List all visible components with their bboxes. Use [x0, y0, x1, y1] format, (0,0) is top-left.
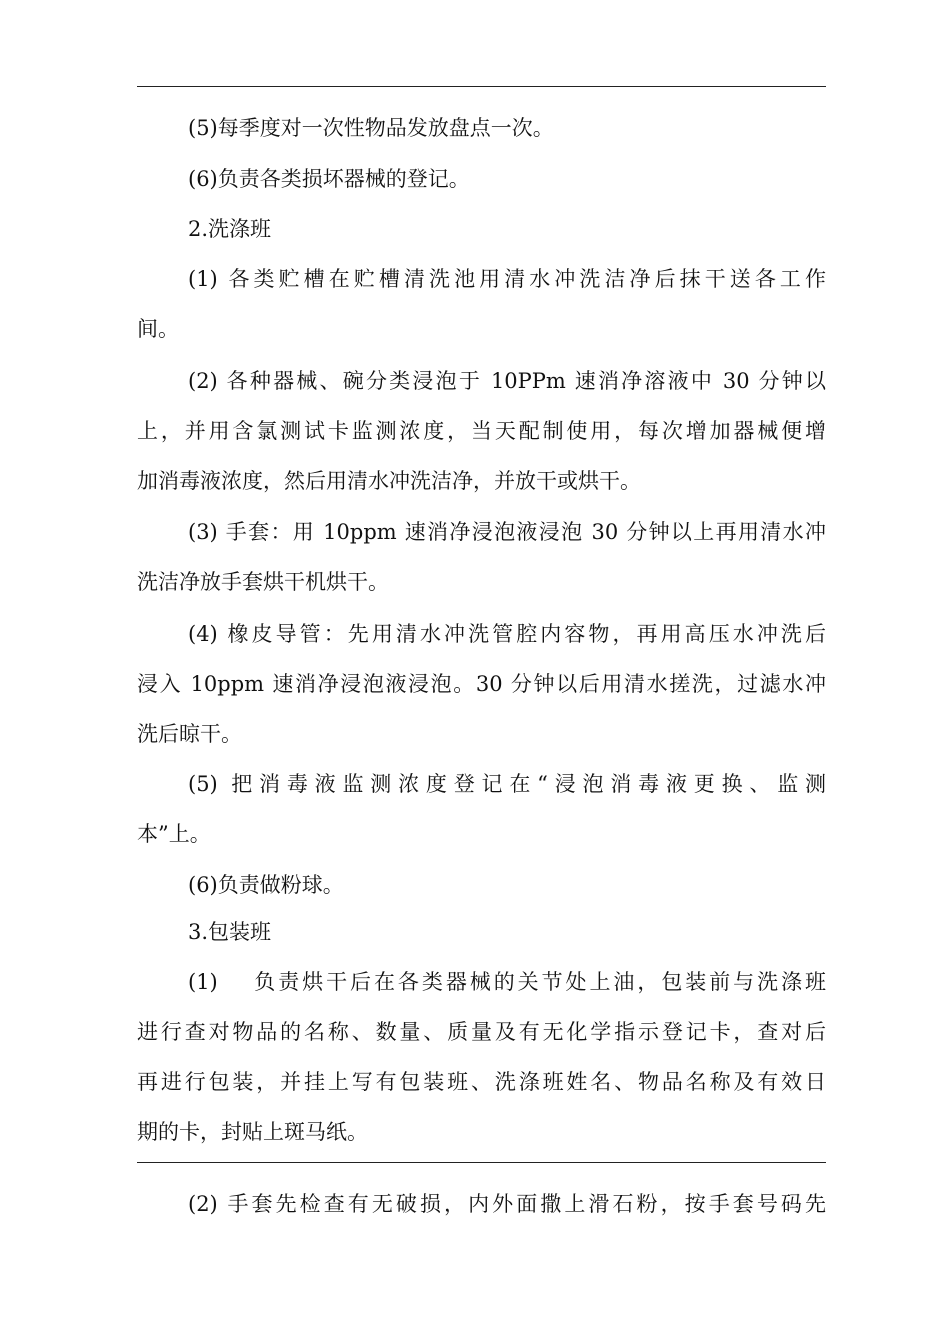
paragraph-line: (6)负责各类损坏器械的登记。 [188, 167, 470, 191]
paragraph-line: (2) 手套先检查有无破损，内外面撒上滑石粉，按手套号码先 [188, 1192, 826, 1216]
paragraph-line: (6)负责做粉球。 [188, 873, 344, 897]
paragraph-line: (2) 各种器械、碗分类浸泡于 10PPm 速消净溶液中 30 分钟以 [188, 369, 826, 393]
paragraph-line: 加消毒液浓度，然后用清水冲洗洁净，并放干或烘干。 [137, 469, 641, 493]
paragraph-line: (5) 把消毒液监测浓度登记在“浸泡消毒液更换、监测 [188, 772, 826, 796]
paragraph-line: (3) 手套：用 10ppm 速消净浸泡液浸泡 30 分钟以上再用清水冲 [188, 520, 826, 544]
paragraph-line: 进行查对物品的名称、数量、质量及有无化学指示登记卡，查对后 [137, 1020, 826, 1044]
paragraph-line: 期的卡，封贴上斑马纸。 [137, 1120, 368, 1144]
paragraph-line: 再进行包装，并挂上写有包装班、洗涤班姓名、物品名称及有效日 [137, 1070, 826, 1094]
paragraph-line: 间。 [137, 317, 179, 341]
paragraph-line: (1) 负责烘干后在各类器械的关节处上油，包装前与洗涤班 [188, 970, 826, 994]
page-break-rule [137, 1162, 826, 1163]
paragraph-line: 浸入 10ppm 速消净浸泡液浸泡。30 分钟以后用清水搓洗，过滤水冲 [137, 672, 826, 696]
paragraph-line: 本”上。 [137, 822, 211, 846]
paragraph-line: (4) 橡皮导管：先用清水冲洗管腔内容物，再用高压水冲洗后 [188, 622, 826, 646]
header-rule [137, 86, 826, 87]
section-heading: 2.洗涤班 [188, 217, 272, 241]
paragraph-line: 洗洁净放手套烘干机烘干。 [137, 570, 389, 594]
paragraph-line: (1) 各类贮槽在贮槽清洗池用清水冲洗洁净后抹干送各工作 [188, 267, 826, 291]
section-heading: 3.包装班 [188, 920, 272, 944]
paragraph-line: 洗后晾干。 [137, 722, 242, 746]
paragraph-line: (5)每季度对一次性物品发放盘点一次。 [188, 116, 554, 140]
paragraph-line: 上，并用含氯测试卡监测浓度，当天配制使用，每次增加器械便增 [137, 419, 826, 443]
